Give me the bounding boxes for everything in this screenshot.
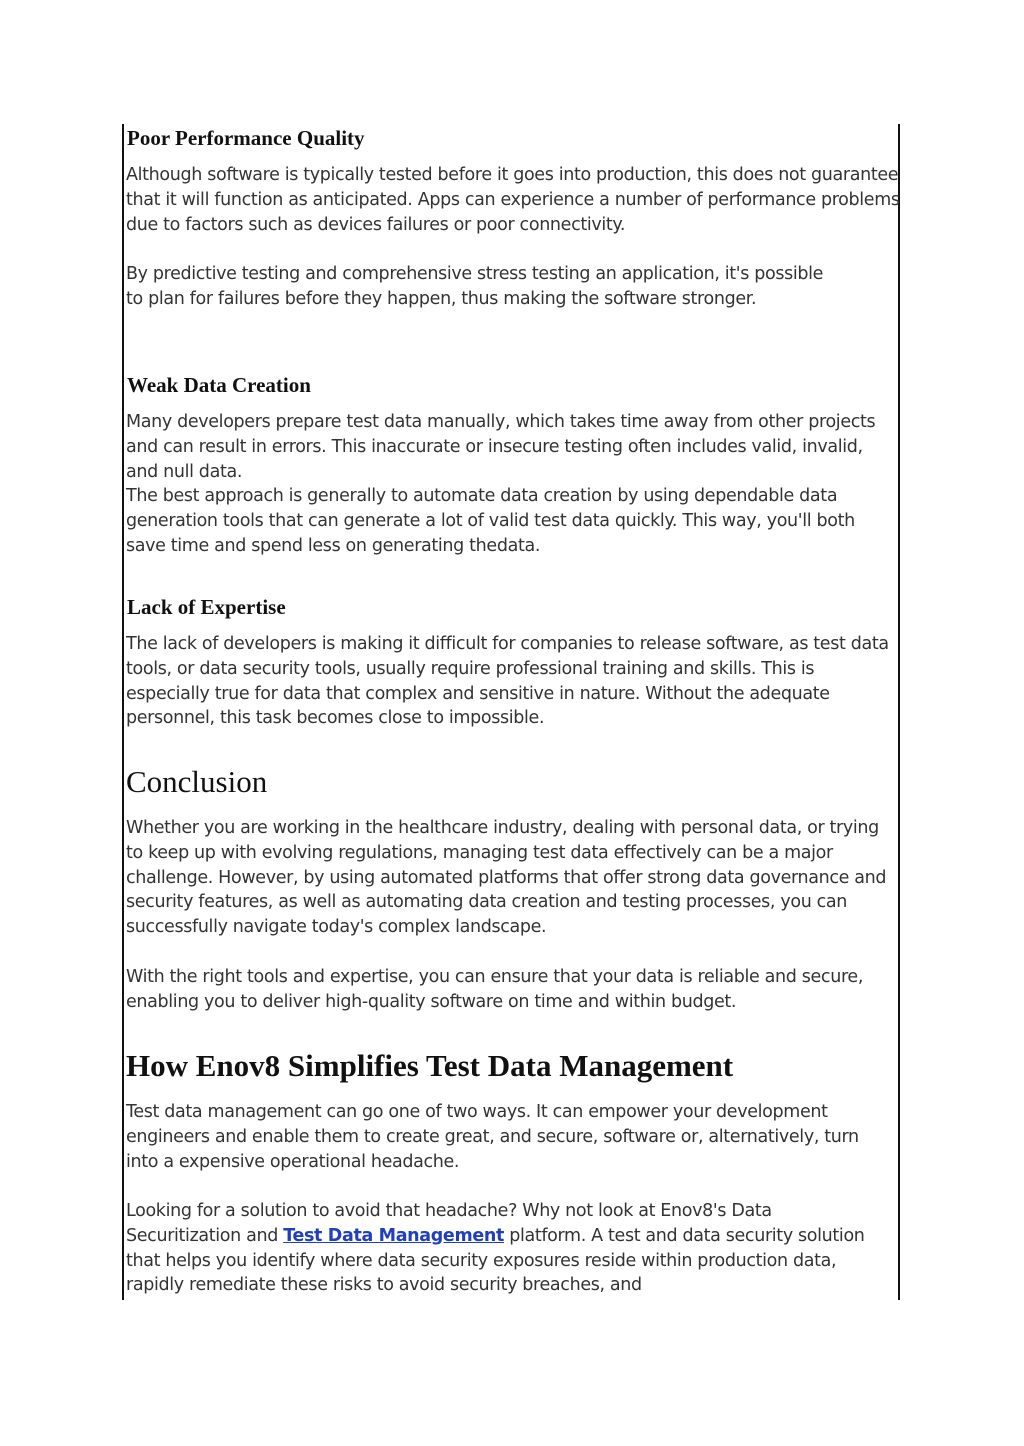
enov8-paragraph: Test data management can go one of two ways. It can empower your development engineers and enable them to create great, and secure, software or, alternatively, turn into a expensive operational headache. [126, 1102, 859, 1172]
section-paragraph: Many developers prepare test data manually, which takes time away from other projects and can result in errors. This inaccurate or insecure testing often includes valid, invalid, and null data. [126, 412, 876, 482]
section-paragraph: By predictive testing and comprehensive stress testing an application, it's possible to plan for failures before they happen, thus making the software stronger. [126, 264, 824, 309]
conclusion-paragraph: Whether you are working in the healthcare industry, dealing with personal data, or trying to keep up with evolving regulations, managing test data effectively can be a major challenge. However, by using automated platforms that offer strong data governance and security features, as well as automating data creation and testing processes, you can successfully navigate today's complex landscape. [126, 818, 887, 938]
section-heading-lack-of-expertise: Lack of Expertise [127, 595, 286, 619]
enov8-paragraph-text: platform. A test and data security solution that helps you identify where data security exposures reside within production data, rapidly remediate these risks to avoid security breaches, and [126, 1225, 865, 1296]
section-heading-weak-data-creation: Weak Data Creation [127, 373, 311, 397]
section-paragraph: The best approach is generally to automate data creation by using dependable data generation tools that can generate a lot of valid test data quickly. This way, you'll both save time and spend less on generating thedata. [126, 486, 855, 556]
section-paragraph: The lack of developers is making it difficult for companies to release software, as test data tools, or data security tools, usually require professional training and skills. This is especially true for data that complex and sensitive in nature. Without the adequate personnel, this task becomes close to impossible. [126, 634, 889, 729]
conclusion-paragraph: With the right tools and expertise, you can ensure that your data is reliable and secure, enabling you to deliver high-quality software on time and within budget. [126, 967, 864, 1012]
enov8-paragraph-text: Looking for a solution to avoid that headache? Why not look at Enov8's Data Securitization and [126, 1201, 772, 1246]
section-heading-poor-performance: Poor Performance Quality [127, 126, 365, 150]
enov8-paragraph [126, 1199, 871, 1298]
section-paragraph: Although software is typically tested before it goes into production, this does not guarantee that it will function as anticipated. Apps can experience a number of performance problems due to factors such as devices failures or poor connectivity. [126, 165, 900, 235]
test-data-management-link[interactable]: Test Data Management [283, 1225, 504, 1246]
enov8-heading: How Enov8 Simplifies Test Data Management [126, 1048, 734, 1083]
document-page [122, 124, 900, 1300]
conclusion-heading: Conclusion [126, 764, 268, 799]
